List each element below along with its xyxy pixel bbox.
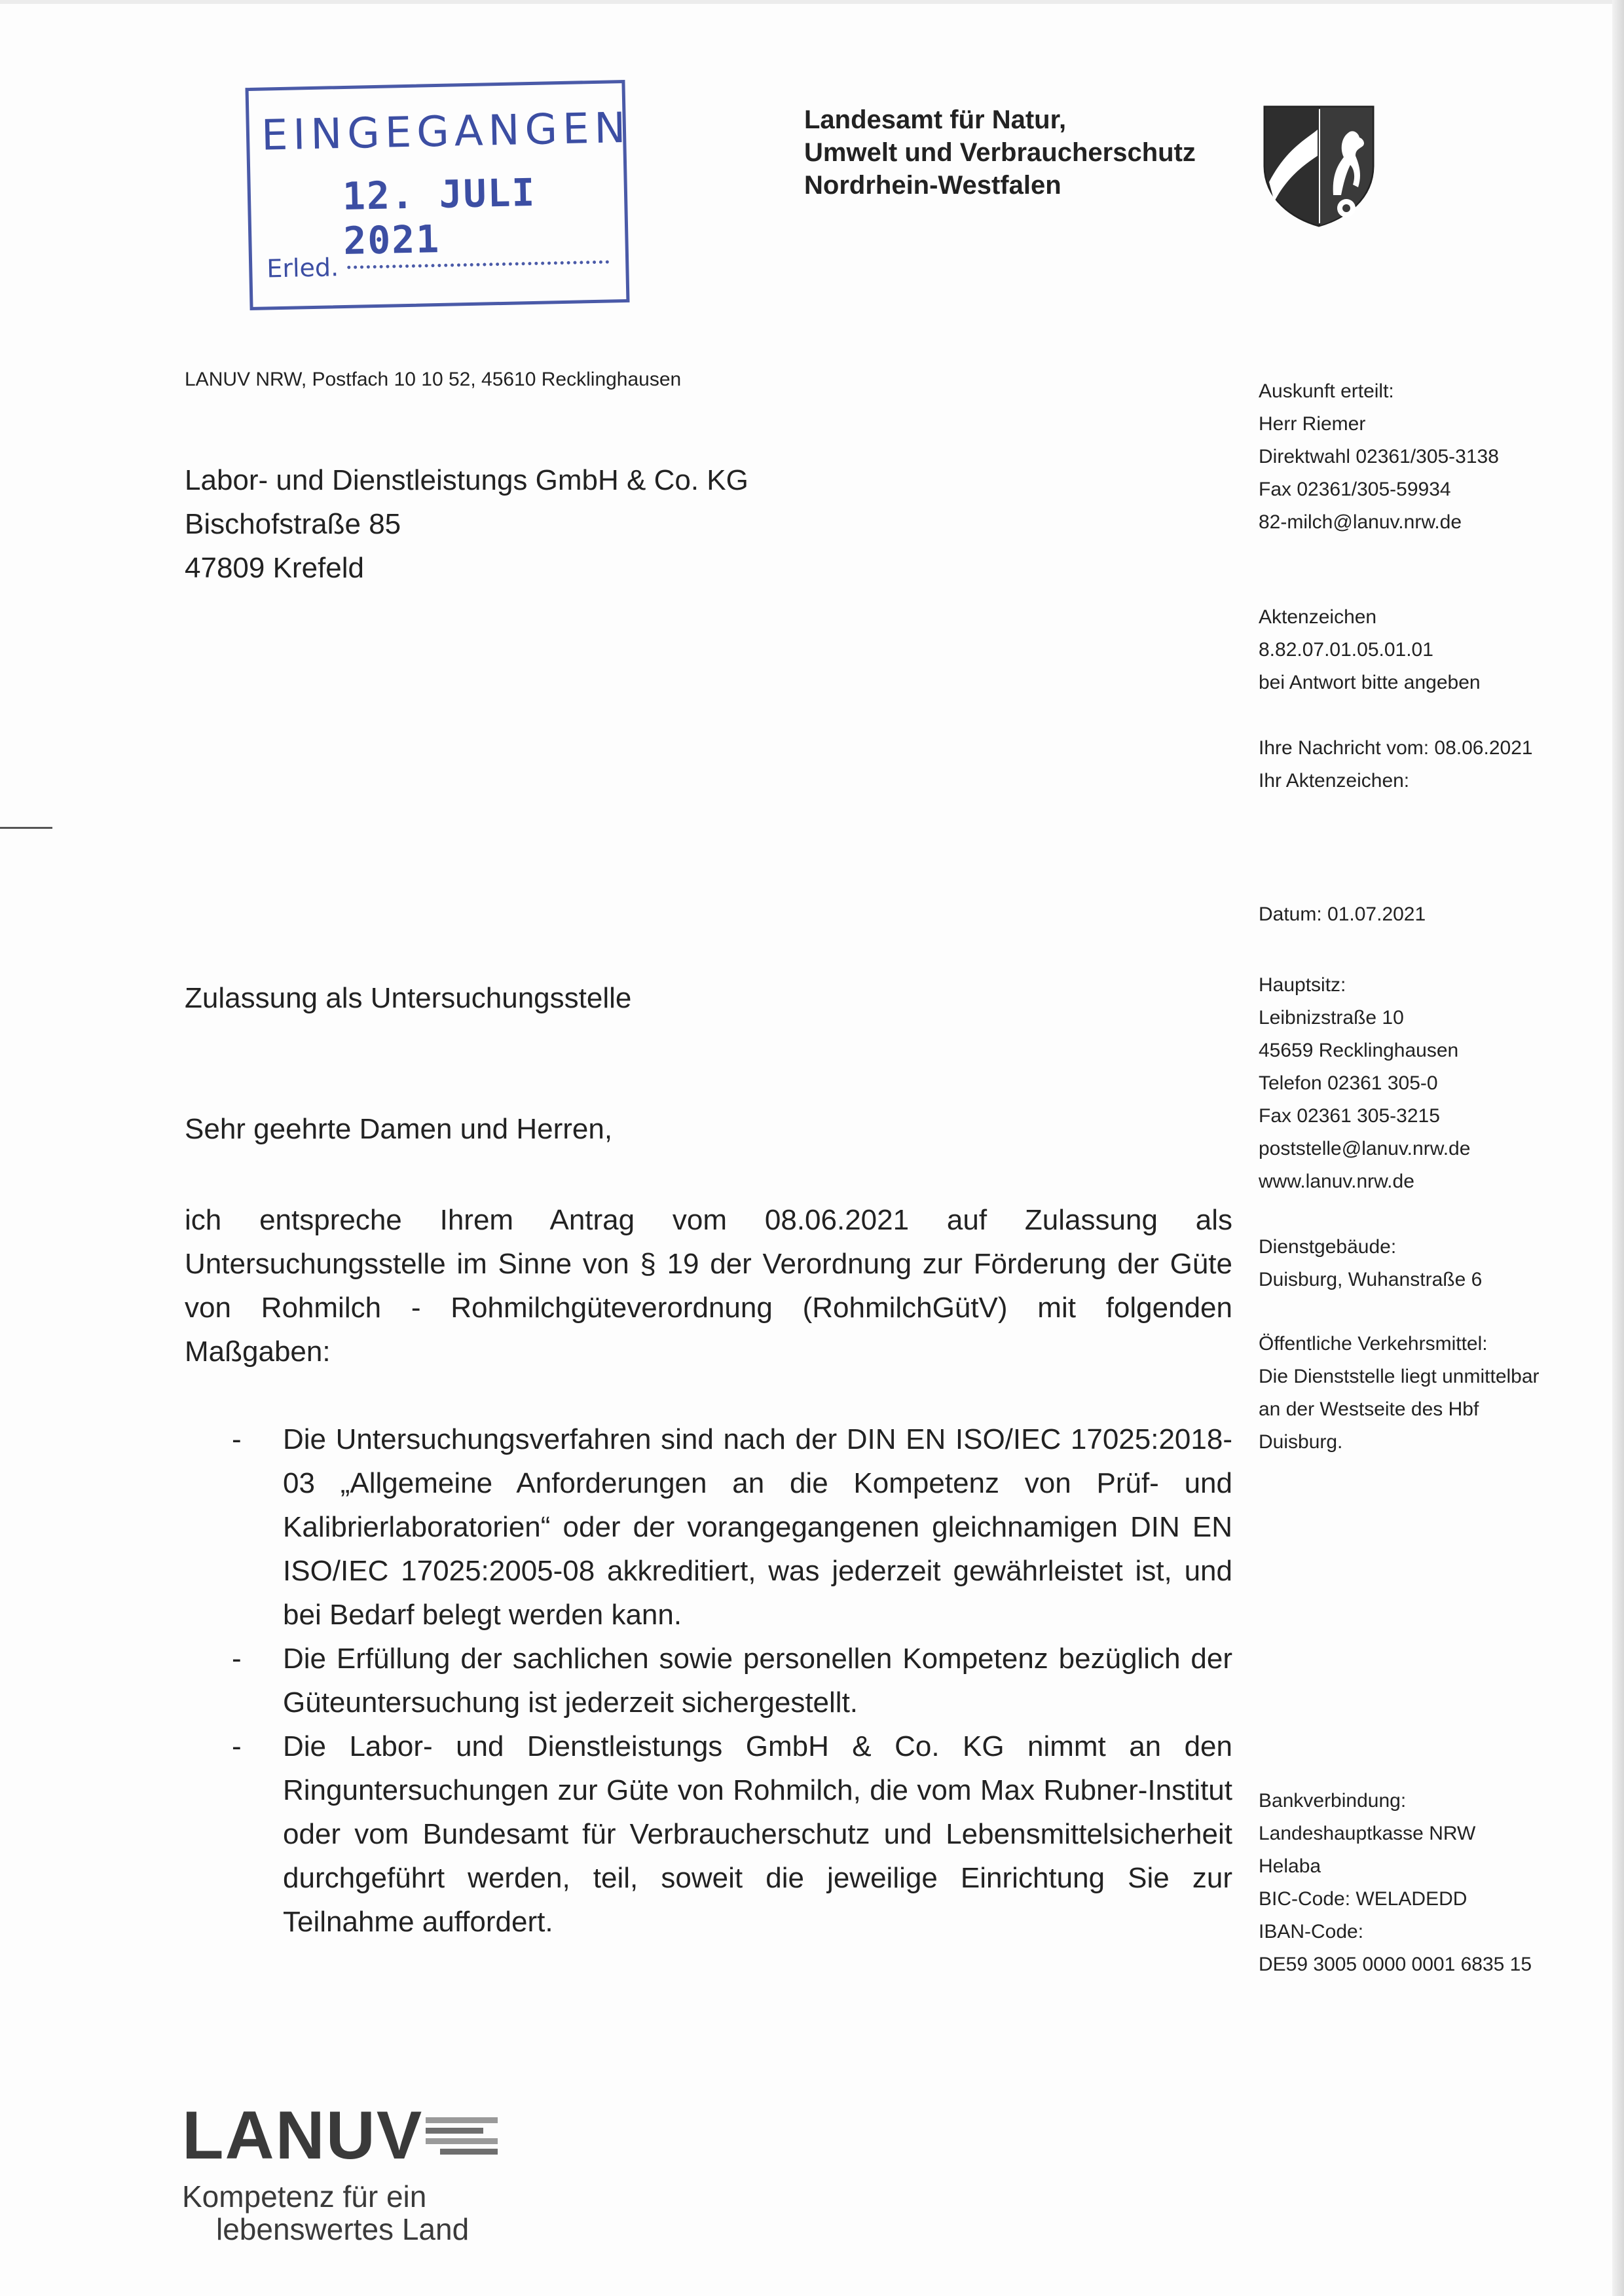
condition-item	[185, 1637, 1232, 1724]
transport-line: Duisburg.	[1259, 1431, 1343, 1453]
office-block	[1259, 1231, 1482, 1296]
logo-wordmark: LANUV	[182, 2098, 424, 2174]
transport-line: Öffentliche Verkehrsmittel:	[1259, 1333, 1488, 1355]
stamp-date: 12. JULI 2021	[342, 170, 537, 264]
condition-text: Die Labor- und Dienstleistungs GmbH & Co. KG nimmt an den Ringuntersuchungen zur Güte von Rohmilch, die vom Max Rubner-Institut oder vom Bundesamt für Verbraucherschutz und Lebensmittelsicherheit durchgeführt werden, teil, soweit die jeweilige Einrichtung Sie zur Teilnahme auffordert.	[283, 1730, 1232, 1938]
logo-bars-icon	[426, 2115, 498, 2160]
logo-tagline: lebenswertes Land	[216, 2212, 470, 2246]
contact-line: Direktwahl 02361/305-3138	[1259, 446, 1499, 467]
list-marker: -	[232, 1643, 242, 1675]
authority-line: Nordrhein-Westfalen	[804, 171, 1061, 200]
stamp-title: EINGEGANGEN	[261, 103, 632, 160]
contact-line: Auskunft erteilt:	[1259, 380, 1394, 402]
logo-tagline: Kompetenz für ein	[182, 2179, 427, 2214]
contact-line: Herr Riemer	[1259, 413, 1366, 435]
headquarters-line: Hauptsitz:	[1259, 974, 1346, 996]
bank-line: IBAN-Code:	[1259, 1921, 1364, 1942]
authority-line: Landesamt für Natur,	[804, 105, 1067, 134]
transport-block	[1259, 1328, 1540, 1459]
bank-line: Landeshauptkasse NRW	[1259, 1823, 1476, 1844]
bank-line: BIC-Code: WELADEDD	[1259, 1888, 1467, 1910]
reference-line: Aktenzeichen	[1259, 606, 1377, 628]
letter-subject: Zulassung als Untersuchungsstelle	[185, 982, 632, 1014]
sender-address-line: LANUV NRW, Postfach 10 10 52, 45610 Recklinghausen	[185, 369, 682, 390]
scan-right-edge	[1612, 0, 1624, 2296]
transport-line: an der Westseite des Hbf	[1259, 1398, 1479, 1420]
list-marker: -	[232, 1423, 242, 1455]
lanuv-logo	[182, 2098, 470, 2246]
headquarters-block	[1259, 969, 1470, 1198]
reference-block	[1259, 601, 1481, 699]
body-intro-paragraph: ich entspreche Ihrem Antrag vom 08.06.2021 auf Zulassung als Untersuchungsstelle im Sinne von § 19 der Verordnung zur Förderung der Güte von Rohmilch - Rohmilchgüteverordnung (RohmilchGütV) mit folgenden Maßgaben:	[185, 1204, 1232, 1368]
conditions-list	[185, 1417, 1232, 1944]
recipient-line: Labor- und Dienstleistungs GmbH & Co. KG	[185, 464, 748, 496]
bank-line: Helaba	[1259, 1855, 1321, 1877]
stamp-erled-label: Erled.	[266, 253, 339, 283]
condition-text: Die Erfüllung der sachlichen sowie personellen Kompetenz bezüglich der Güteuntersuchung ist jederzeit sichergestellt.	[283, 1643, 1232, 1719]
your-message-line: Ihre Nachricht vom: 08.06.2021	[1259, 737, 1533, 759]
your-message-line: Ihr Aktenzeichen:	[1259, 770, 1410, 792]
condition-item	[185, 1417, 1232, 1637]
recipient-line: Bischofstraße 85	[185, 508, 401, 540]
your-message-block	[1259, 732, 1533, 797]
contact-block	[1259, 375, 1499, 539]
recipient-address	[185, 458, 748, 590]
transport-line: Die Dienststelle liegt unmittelbar	[1259, 1366, 1540, 1387]
list-marker: -	[232, 1730, 242, 1762]
contact-line: Fax 02361/305-59934	[1259, 479, 1451, 500]
headquarters-website[interactable]: www.lanuv.nrw.de	[1259, 1171, 1414, 1192]
headquarters-line: Leibnizstraße 10	[1259, 1007, 1404, 1029]
headquarters-line: Fax 02361 305-3215	[1259, 1105, 1440, 1127]
condition-item	[185, 1724, 1232, 1944]
condition-text: Die Untersuchungsverfahren sind nach der DIN EN ISO/IEC 17025:2018-03 „Allgemeine Anforderungen an die Kompetenz von Prüf- und Kalibrierlaboratorien“ oder der vorangegangenen gleichnamigen DIN EN ISO/IEC 17025:2005-08 akkreditiert, was jederzeit gewährleistet ist, und bei Bedarf belegt werden kann.	[283, 1423, 1232, 1631]
nrw-coat-of-arms-icon	[1260, 103, 1378, 228]
headquarters-email[interactable]: poststelle@lanuv.nrw.de	[1259, 1138, 1471, 1159]
received-stamp	[246, 80, 630, 310]
bank-line: DE59 3005 0000 0001 6835 15	[1259, 1954, 1532, 1975]
office-line: Dienstgebäude:	[1259, 1236, 1397, 1258]
letter-body	[185, 1198, 1232, 1374]
reference-line: 8.82.07.01.05.01.01	[1259, 639, 1433, 661]
fold-mark	[0, 827, 52, 829]
recipient-line: 47809 Krefeld	[185, 552, 364, 584]
bank-block	[1259, 1785, 1532, 1981]
contact-email[interactable]: 82-milch@lanuv.nrw.de	[1259, 511, 1462, 533]
letter-date: Datum: 01.07.2021	[1259, 903, 1426, 925]
scan-top-edge	[0, 0, 1624, 4]
headquarters-line: 45659 Recklinghausen	[1259, 1040, 1459, 1061]
office-line: Duisburg, Wuhanstraße 6	[1259, 1269, 1483, 1290]
headquarters-line: Telefon 02361 305-0	[1259, 1072, 1438, 1094]
authority-line: Umwelt und Verbraucherschutz	[804, 138, 1196, 167]
letter-salutation: Sehr geehrte Damen und Herren,	[185, 1113, 613, 1145]
authority-name	[804, 103, 1196, 202]
bank-line: Bankverbindung:	[1259, 1790, 1407, 1812]
reference-line: bei Antwort bitte angeben	[1259, 672, 1481, 693]
